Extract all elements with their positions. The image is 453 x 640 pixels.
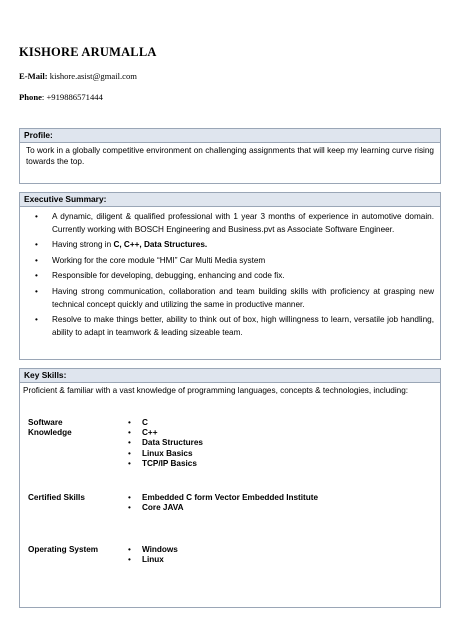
summary-item: • Resolve to make things better, ability to think out of box, high willingness to learn, versatile job handling, ability to adapt in teamwork & leading sizeable team.: [52, 313, 434, 339]
summary-item: • Having strong communication, collaboration and team building skills with proficiency at grasping new technical concept quickly and utilizing the same in productive manner.: [52, 285, 434, 311]
key-skills-section: [19, 368, 441, 608]
summary-item: • Having strong in C, C++, Data Structures.: [52, 238, 434, 251]
skill-item: • Linux: [142, 555, 178, 565]
strong-skills: C, C++, Data Structures.: [113, 240, 208, 250]
skill-item: • TCP/IP Basics: [142, 459, 203, 469]
skill-item: • C++: [142, 428, 203, 438]
skill-item: • Windows: [142, 545, 178, 555]
email-label: E-Mail:: [19, 71, 48, 81]
skill-group-items: [142, 545, 178, 565]
summary-item: • A dynamic, diligent & qualified professional with 1 year 3 months of experience in automotive domain. Currently working with BOSCH Engineering and Business.pvt as Associate Software Engineer.: [52, 210, 434, 236]
summary-item: • Working for the core module “HMI” Car Multi Media system: [52, 254, 434, 267]
executive-summary-section: [19, 192, 441, 360]
phone-line: [19, 92, 103, 102]
skill-item: • Core JAVA: [142, 503, 318, 513]
candidate-name: KISHORE ARUMALLA: [19, 45, 157, 59]
summary-item: • Responsible for developing, debugging, enhancing and code fix.: [52, 269, 434, 282]
skill-item: • Linux Basics: [142, 449, 203, 459]
phone-value: : +919886571444: [41, 92, 103, 102]
profile-heading: Profile:: [20, 129, 440, 143]
skill-group-label: Certified Skills: [28, 493, 85, 502]
profile-text: To work in a globally competitive environment on challenging assignments that will keep my learning curve rising towards the top.: [26, 146, 434, 166]
summary-list: [20, 210, 440, 339]
skill-group-items: [142, 493, 318, 513]
email-line: [19, 71, 137, 81]
key-skills-heading: Key Skills:: [20, 369, 440, 383]
phone-label: Phone: [19, 92, 42, 102]
skill-group-items: [142, 418, 203, 469]
executive-summary-heading: Executive Summary:: [20, 193, 440, 207]
skill-group-label: Operating System: [28, 545, 99, 554]
skill-item: • Data Structures: [142, 438, 203, 448]
profile-section: [19, 128, 441, 184]
email-value: kishore.asist@gmail.com: [49, 71, 137, 81]
skill-item: • C: [142, 418, 203, 428]
key-skills-intro: Proficient & familiar with a vast knowledge of programming languages, concepts & technologies, including:: [23, 386, 409, 395]
skill-group-label: Software Knowledge: [28, 418, 72, 438]
skill-item: • Embedded C form Vector Embedded Institute: [142, 493, 318, 503]
